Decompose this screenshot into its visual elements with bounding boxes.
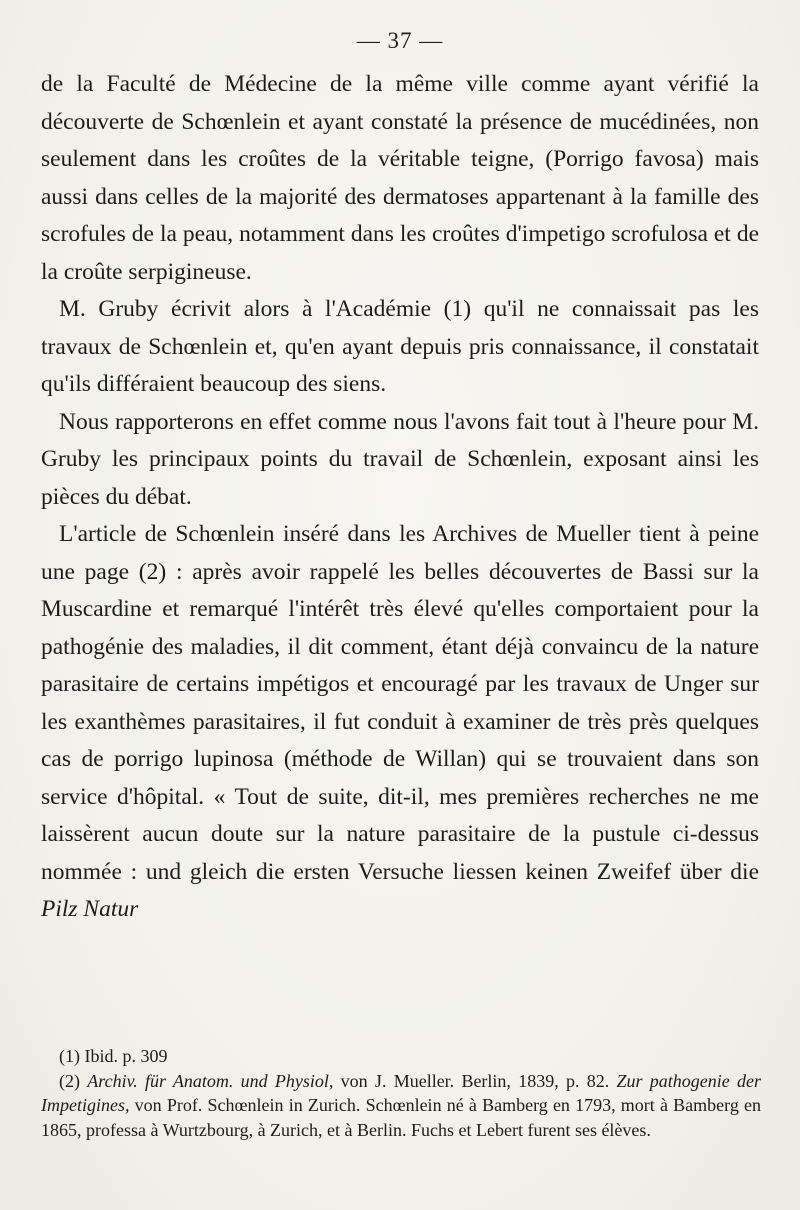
footnote-2-mid: von J. Mueller. Berlin, 1839, p. 82. [333, 1070, 617, 1091]
footnote-2-prefix: (2) [59, 1070, 88, 1091]
footnote-2-article: Zur pathogenie der Impetigines, [41, 1070, 761, 1115]
footnote-2-rest: von Prof. Schœnlein in Zurich. Schœnlein né à Bamberg en 1793, mort à Bamberg en 1865, professa à Wurtzbourg, à Zurich, et à Berlin. Fuchs et Lebert furent ses élèves. [41, 1095, 761, 1140]
main-text [41, 66, 759, 929]
footnote-2-journal: Archiv. für Anatom. und Physiol, [87, 1070, 334, 1091]
paragraph-2: M. Gruby écrivit alors à l'Académie (1) qu'il ne connaissait pas les travaux de Schœnlein et, qu'en ayant depuis pris connaissance, il constatait qu'ils différaient beaucoup des siens. [41, 296, 759, 397]
paragraph-1: de la Faculté de Médecine de la même ville comme ayant vérifié la découverte de Schœnlein et ayant constaté la présence de mucédinées, non seulement dans les croûtes de la véritable teigne, (Porrigo favosa) mais aussi dans celles de la majorité des dermatoses appartenant à la famille des scrofules de la peau, notamment dans les croûtes d'impetigo scrofulosa et de la croûte serpigineuse. [41, 71, 759, 285]
paragraph-4-italic: Pilz Natur [41, 896, 139, 922]
footnotes [41, 1044, 761, 1142]
paragraph-3: Nous rapporterons en effet comme nous l'avons fait tout à l'heure pour M. Gruby les principaux points du travail de Schœnlein, exposant ainsi les pièces du débat. [41, 408, 759, 510]
paragraph-4 [41, 516, 759, 929]
paragraph-4-text: L'article de Schœnlein inséré dans les Archives de Mueller tient à peine une page (2) : après avoir rappelé les belles découvertes de Bassi sur la Muscardine et remarqué l'intérêt très élevé qu'elles comportaient pour la pathogénie des maladies, il dit comment, étant déjà convaincu de la nature parasitaire de certains impétigos et encouragé par les travaux de Unger sur les exanthèmes parasitaires, il fut conduit à examiner de très près quelques cas de porrigo lupinosa (méthode de Willan) qui se trouvaient dans son service d'hôpital. « Tout de suite, dit-il, mes premières recherches ne me laissèrent aucun doute sur la nature parasitaire de la pustule ci-dessus nommée : und gleich die ersten Versuche liessen keinen Zweifef über die [41, 521, 759, 885]
footnote-2 [41, 1069, 761, 1143]
footnote-1: (1) Ibid. p. 309 [59, 1046, 168, 1066]
page-number: — 37 — [356, 28, 444, 53]
